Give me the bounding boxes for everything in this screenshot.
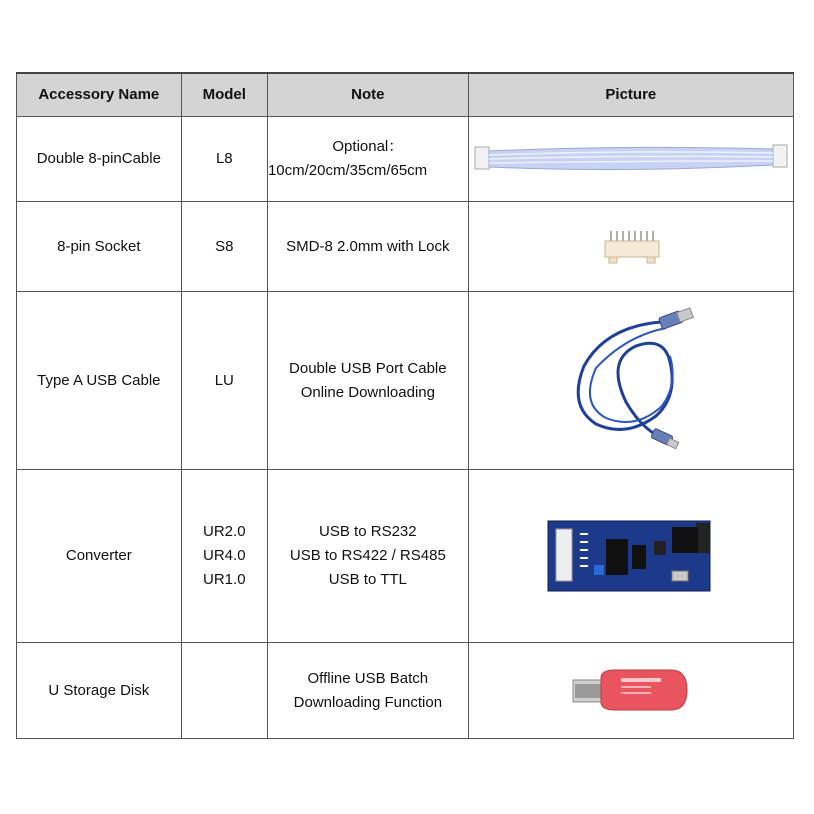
table-row xyxy=(17,202,794,292)
accessory-name-cell: Type A USB Cable xyxy=(17,292,182,470)
note-cell xyxy=(267,470,468,643)
note-line: USB to TTL xyxy=(328,571,407,588)
picture-cell xyxy=(468,643,793,739)
note-line: USB to RS232 xyxy=(319,523,417,540)
note-cell xyxy=(267,643,468,739)
model-line: UR1.0 xyxy=(203,571,246,588)
usb-cable-icon xyxy=(566,306,696,456)
note-line: SMD-8 2.0mm with Lock xyxy=(286,237,450,255)
table-row xyxy=(17,292,794,470)
table-row xyxy=(17,470,794,643)
model-line: UR2.0 xyxy=(203,523,246,540)
accessory-name-cell: Converter xyxy=(17,470,182,643)
table-row xyxy=(17,643,794,739)
table-header-row xyxy=(17,73,794,117)
accessory-table xyxy=(16,72,794,739)
picture-cell xyxy=(468,292,793,470)
note-line: 10cm/20cm/35cm/65cm xyxy=(267,162,428,179)
socket-connector-icon xyxy=(601,227,661,267)
note-cell xyxy=(267,117,468,202)
model-line: S8 xyxy=(215,237,234,255)
model-cell xyxy=(181,202,267,292)
model-line: LU xyxy=(214,371,234,389)
ribbon-cable-icon xyxy=(473,139,789,179)
note-line: Downloading Function xyxy=(293,693,443,711)
accessory-name-cell: U Storage Disk xyxy=(17,643,182,739)
model-cell xyxy=(181,643,267,739)
note-cell xyxy=(267,202,468,292)
note-line: Double USB Port Cable xyxy=(289,359,447,377)
picture-cell xyxy=(468,117,793,202)
model-cell xyxy=(181,292,267,470)
header-note: Note xyxy=(267,73,468,117)
note-line: Online Downloading xyxy=(300,383,435,401)
converter-board-icon xyxy=(546,519,716,593)
model-cell xyxy=(181,470,267,643)
usb-disk-icon xyxy=(571,666,691,716)
model-line: L8 xyxy=(215,150,233,167)
accessory-name-cell: Double 8-pinCable xyxy=(17,117,182,202)
note-cell xyxy=(267,292,468,470)
note-line: USB to RS422 / RS485 xyxy=(289,547,446,564)
header-accessory-name: Accessory Name xyxy=(17,73,182,117)
note-line: Offline USB Batch xyxy=(307,669,429,687)
model-cell xyxy=(181,117,267,202)
picture-cell xyxy=(468,470,793,643)
note-line: Optional： xyxy=(332,138,404,155)
picture-cell xyxy=(468,202,793,292)
header-model: Model xyxy=(181,73,267,117)
accessory-name-cell: 8-pin Socket xyxy=(17,202,182,292)
model-line: UR4.0 xyxy=(203,547,246,564)
table-row xyxy=(17,117,794,202)
header-picture: Picture xyxy=(468,73,793,117)
